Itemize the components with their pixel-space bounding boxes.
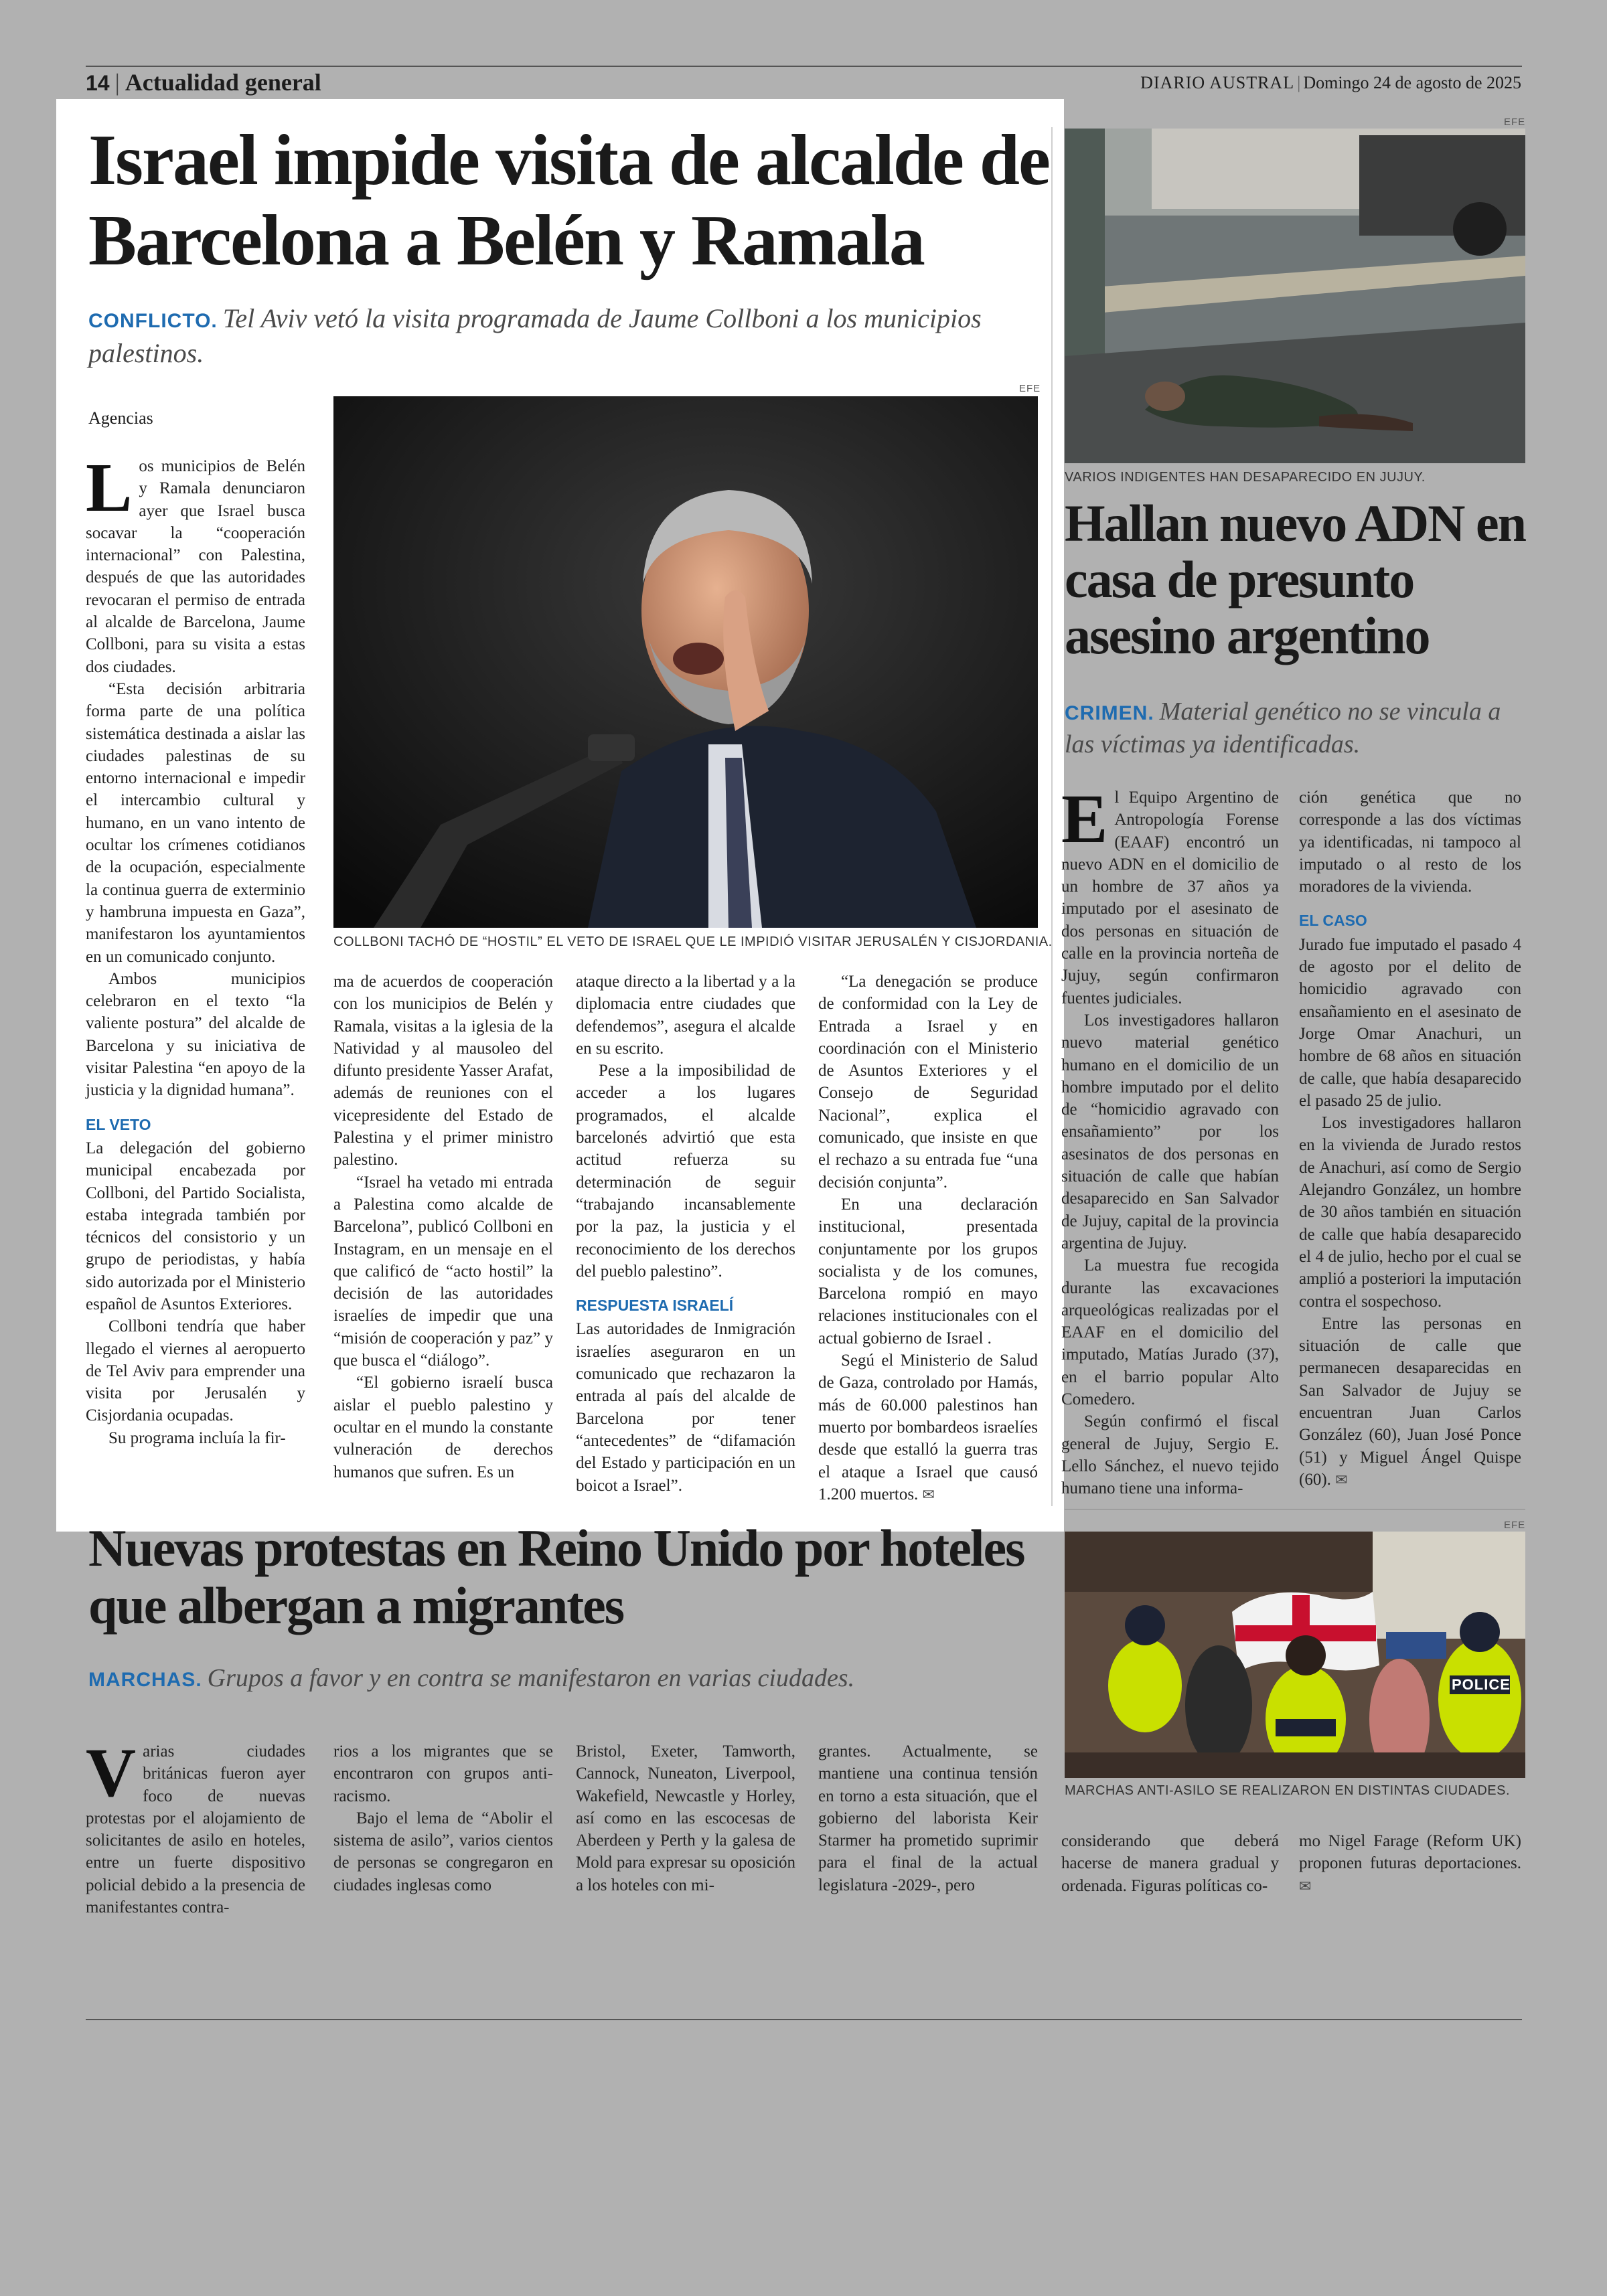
bottom-end-mark: ✉ bbox=[1299, 1877, 1312, 1894]
side-subhead-case: EL CASO bbox=[1299, 912, 1367, 930]
bottom-photo-caption: MARCHAS ANTI-ASILO SE REALIZARON EN DISTINTAS CIUDADES. bbox=[1065, 1783, 1511, 1798]
side-col1-p1: l Equipo Argentino de Antropología Forense (EAAF) encontró un nuevo ADN en el domicilio de un hombre de 37 años ya imputado por el asesinato de dos personas en situación de calle en la provincia norteña de Jujuy, según confirmaron fuentes judiciales. bbox=[1061, 789, 1279, 1007]
bottom-col6-p1: mo Nigel Farage (Reform UK) proponen futuras deportaciones. bbox=[1299, 1832, 1521, 1873]
bottom-photo-credit: EFE bbox=[1504, 1520, 1526, 1531]
newspaper-name: DIARIO AUSTRAL bbox=[1140, 73, 1295, 92]
issue-date: Domingo 24 de agosto de 2025 bbox=[1303, 73, 1521, 92]
side-photo bbox=[1065, 129, 1525, 463]
bottom-deck-text: Grupos a favor y en contra se manifestaron en varias ciudades. bbox=[207, 1664, 855, 1692]
bottom-col1-p1: arias ciudades británicas fueron ayer foco de nuevas protestas por el alojamiento de solicitantes de asilo en hoteles, entre un fuerte dispositivo policial debido a la presencia de manifestantes contra- bbox=[86, 1742, 305, 1917]
main-col2-p1: ma de acuerdos de cooperación con los municipios de Belén y Ramala, visitas a la iglesia de la Natividad y al mausoleo del difunto presidente Yasser Arafat, además de reuniones con el vicepresidente del Estado de Palestina y el primer ministro palestino. bbox=[333, 973, 553, 1169]
side-photo-credit: EFE bbox=[1504, 116, 1526, 128]
main-col4-p1: “La denegación se produce de conformidad con la Ley de Entrada a Israel y en coordinación con el Ministerio de Asuntos Exteriores y el Consejo de Seguridad Nacional”, explica el comunicado, que insiste en que el rechazo a su entrada fue “una decisión conjunta”. bbox=[818, 973, 1038, 1192]
side-dropcap: E bbox=[1061, 781, 1108, 857]
main-col1-p6: Su programa incluía la fir- bbox=[108, 1428, 286, 1447]
bottom-col2-p2: Bajo el lema de “Abolir el sistema de asilo”, varios cientos de personas se congregaron en ciudades inglesas como bbox=[333, 1809, 553, 1894]
page-bottom-rule bbox=[86, 2019, 1522, 2020]
main-col3-p2: Pese a la imposibilidad de acceder a los lugares programados, el alcalde barcelonés advirtió que esta actitud refuerza su determinación de seguir “trabajando incansablemente por la paz, la justicia y el reconocimiento de los derechos del pueblo palestino”. bbox=[576, 1062, 795, 1281]
main-col2-p2: “Israel ha vetado mi entrada a Palestina como alcalde de Barcelona”, publicó Collboni en Instagram, en un mensaje en el que calificó de “acto hostil” la decisión de las autoridades israelíes de impedir que una “misión de cooperación y paz” y que busca el “diálogo”. bbox=[333, 1173, 553, 1370]
main-col1-p3: Ambos municipios celebraron en el texto “la valiente postura” del alcalde de Barcelona y su iniciativa de visitar Palestina “en apoyo de la justicia y la dignidad humana”. bbox=[86, 969, 305, 1100]
side-col1-p2: Los investigadores hallaron nuevo material genético humano en el domicilio de un hombre imputado por el delito de “homicidio agravado con ensañamiento” por los asesinatos de dos personas en situación de calle que habían desaparecido en San Salvador de Jujuy, capital de la provincia argentina de Jujuy. bbox=[1061, 1011, 1279, 1252]
section-name: Actualidad general bbox=[125, 69, 321, 96]
side-col2-p3: Los investigadores hallaron en la vivienda de Jurado restos de Anachuri, así como de Sergio Alejandro González, un hombre de 30 años también en situación de calle que había desaparecido el 4 de julio, hecho por el cual se amplió a posteriori la imputación contra el sospechoso. bbox=[1299, 1114, 1521, 1311]
side-photo-image bbox=[1065, 129, 1525, 463]
main-column-1 bbox=[86, 449, 305, 1449]
bottom-col5-p1: considerando que deberá hacerse de manera gradual y ordenada. Figuras políticas co- bbox=[1061, 1832, 1279, 1895]
main-col3-p1: ataque directo a la libertad y a la diplomacia entre ciudades que defendemos”, asegura el alcalde en su escrito. bbox=[576, 973, 795, 1058]
main-col3-p3: Las autoridades de Inmigración israelíes aseguraron en un comunicado que rechazaron la entrada al país del alcalde de Barcelona por tener “antecedentes” de “difamación del Estado y participación en un boicot a Israel”. bbox=[576, 1320, 795, 1495]
bottom-photo-image bbox=[1065, 1532, 1525, 1778]
bottom-column-5 bbox=[1061, 1830, 1279, 1897]
bottom-column-4 bbox=[818, 1740, 1038, 1896]
side-photo-caption: VARIOS INDIGENTES HAN DESAPARECIDO EN JUJUY. bbox=[1065, 470, 1426, 485]
side-column-1 bbox=[1061, 781, 1279, 1500]
main-byline: Agencias bbox=[88, 408, 153, 428]
main-column-4 bbox=[818, 971, 1038, 1505]
main-col4-p3: Segú el Ministerio de Salud de Gaza, controlado por Hamás, más de 60.000 palestinos han muerto por bombardeos israelíes desde que estalló la guerra tras el ataque a Israel que causó 1.200 muertos. bbox=[818, 1351, 1038, 1503]
main-kicker: CONFLICTO. bbox=[88, 310, 218, 332]
main-subhead-veto: EL VETO bbox=[86, 1115, 151, 1133]
side-end-mark: ✉ bbox=[1335, 1471, 1348, 1488]
main-col4-p2: En una declaración institucional, presentada conjuntamente por los grupos socialista y de los comunes, Barcelona rompió en mayo relaciones institucionales con el actual gobierno de Israel . bbox=[818, 1195, 1038, 1347]
side-col2-p4: Entre las personas en situación de calle que permanecen desaparecidas en San Salvador de Jujuy se encuentran Juan Carlos González (60), Juan José Ponce (51) y Miguel Ángel Quispe (60). bbox=[1299, 1314, 1521, 1489]
page-header-right: DIARIO AUSTRAL | Domingo 24 de agosto de 2025 bbox=[1140, 73, 1521, 92]
side-headline: Hallan nuevo ADN en casa de presunto asesino argentino bbox=[1065, 494, 1525, 665]
bottom-column-2 bbox=[333, 1740, 553, 1896]
main-column-2 bbox=[333, 971, 553, 1483]
main-dropcap: L bbox=[86, 449, 133, 526]
main-col1-p4: La delegación del gobierno municipal encabezada por Collboni, del Partido Socialista, estaba integrada también por técnicos del consistorio y un grupo de periodistas, y había sido autorizada por el Ministerio español de Asuntos Exteriores. bbox=[86, 1139, 305, 1313]
bottom-col3-p1: Bristol, Exeter, Tamworth, Cannock, Nuneaton, Liverpool, Wakefield, Newcastle y Horley, así como en las escocesas de Aberdeen y Perth y la galesa de Mold para expresar su oposición a los hoteles con mi- bbox=[576, 1742, 795, 1894]
main-col1-p2: “Esta decisión arbitraria forma parte de una política sistemática destinada a aislar las ciudades palestinas de su entorno internacional e impedir el intercambio cultural y humano, en un vano intento de ocultar los crímenes cotidianos de la ocupación, especialmente la continua guerra de exterminio y hambruna impuesta en Gaza”, manifestaron los ayuntamientos en un comunicado conjunto. bbox=[86, 679, 305, 966]
main-end-mark: ✉ bbox=[922, 1485, 935, 1503]
page-number: 14 bbox=[86, 71, 110, 95]
main-photo bbox=[333, 396, 1038, 928]
main-deck bbox=[88, 303, 1046, 370]
column-divider bbox=[1051, 127, 1053, 1506]
side-col1-p3: La muestra fue recogida durante las excavaciones arqueológicas realizadas por el EAAF en el domicilio del imputado, Matías Jurado (37), en el barrio popular Alto Comedero. bbox=[1061, 1256, 1279, 1409]
photo-sign-text: POLICE bbox=[1452, 1676, 1511, 1693]
side-kicker: CRIMEN. bbox=[1065, 702, 1154, 724]
main-column-3 bbox=[576, 971, 795, 1497]
side-column-2 bbox=[1299, 787, 1521, 1491]
main-col1-p5: Collboni tendría que haber llegado el viernes al aeropuerto de Tel Aviv para emprender una visita por Jerusalén y Cisjordania ocupadas. bbox=[86, 1317, 305, 1425]
side-col1-p4: Según confirmó el fiscal general de Jujuy, Sergio E. Lello Sánchez, el nuevo tejido humano tiene una informa- bbox=[1061, 1412, 1279, 1498]
bottom-kicker: MARCHAS. bbox=[88, 1669, 202, 1691]
main-col2-p3: “El gobierno israelí busca aislar el pueblo palestino y ocultar en el mundo la constante vulneración de derechos humanos que sufren. Es un bbox=[333, 1374, 553, 1481]
bottom-column-6 bbox=[1299, 1830, 1521, 1897]
main-deck-text: Tel Aviv vetó la visita programada de Jaume Collboni a los municipios palestinos. bbox=[88, 303, 982, 368]
bottom-column-1 bbox=[86, 1734, 305, 1918]
side-col2-p2: Jurado fue imputado el pasado 4 de agosto por el delito de homicidio agravado con ensañamiento en el asesinato de Jorge Omar Anachuri, un hombre de 68 años en situación de calle, que había desaparecido el pasado 25 de julio. bbox=[1299, 935, 1521, 1110]
main-photo-image bbox=[333, 396, 1038, 928]
main-photo-credit: EFE bbox=[1019, 383, 1041, 394]
main-photo-caption: COLLBONI TACHÓ DE “HOSTIL” EL VETO DE ISRAEL QUE LE IMPIDIÓ VISITAR JERUSALÉN Y CISJORDANIA. bbox=[333, 934, 1053, 949]
bottom-col4-p1: grantes. Actualmente, se mantiene una continua tensión en torno a esta situación, que el gobierno del laborista Keir Starmer ha prometido suprimir para el final de la actual legislatura -2029-, pero bbox=[818, 1742, 1038, 1894]
main-headline: Israel impide visita de alcalde de Barcelona a Belén y Ramala bbox=[88, 120, 1049, 280]
page-header-left: 14 | Actualidad general bbox=[86, 69, 321, 96]
bottom-col2-p1: rios a los migrantes que se encontraron con grupos anti-racismo. bbox=[333, 1742, 553, 1805]
bottom-headline: Nuevas protestas en Reino Unido por hoteles que albergan a migrantes bbox=[88, 1519, 1024, 1635]
main-subhead-response: RESPUESTA ISRAELÍ bbox=[576, 1297, 734, 1315]
side-deck bbox=[1065, 696, 1533, 760]
main-col1-p1: os municipios de Belén y Ramala denunciaron ayer que Israel busca socavar la “cooperación internacional” con Palestina, después de que las autoridades revocaran el permiso de entrada al alcalde de Barcelona, Jaume Collboni, para su visita a estas dos ciudades. bbox=[86, 457, 305, 676]
bottom-column-3 bbox=[576, 1740, 795, 1896]
bottom-photo bbox=[1065, 1532, 1525, 1778]
side-col2-p1: ción genética que no corresponde a las dos víctimas ya identificadas, ni tampoco al imputado o al resto de los moradores de la vivienda. bbox=[1299, 789, 1521, 896]
bottom-dropcap: V bbox=[86, 1734, 137, 1811]
bottom-deck bbox=[88, 1663, 1053, 1696]
side-deck-text: Material genético no se vincula a las víctimas ya identificadas. bbox=[1065, 698, 1501, 758]
